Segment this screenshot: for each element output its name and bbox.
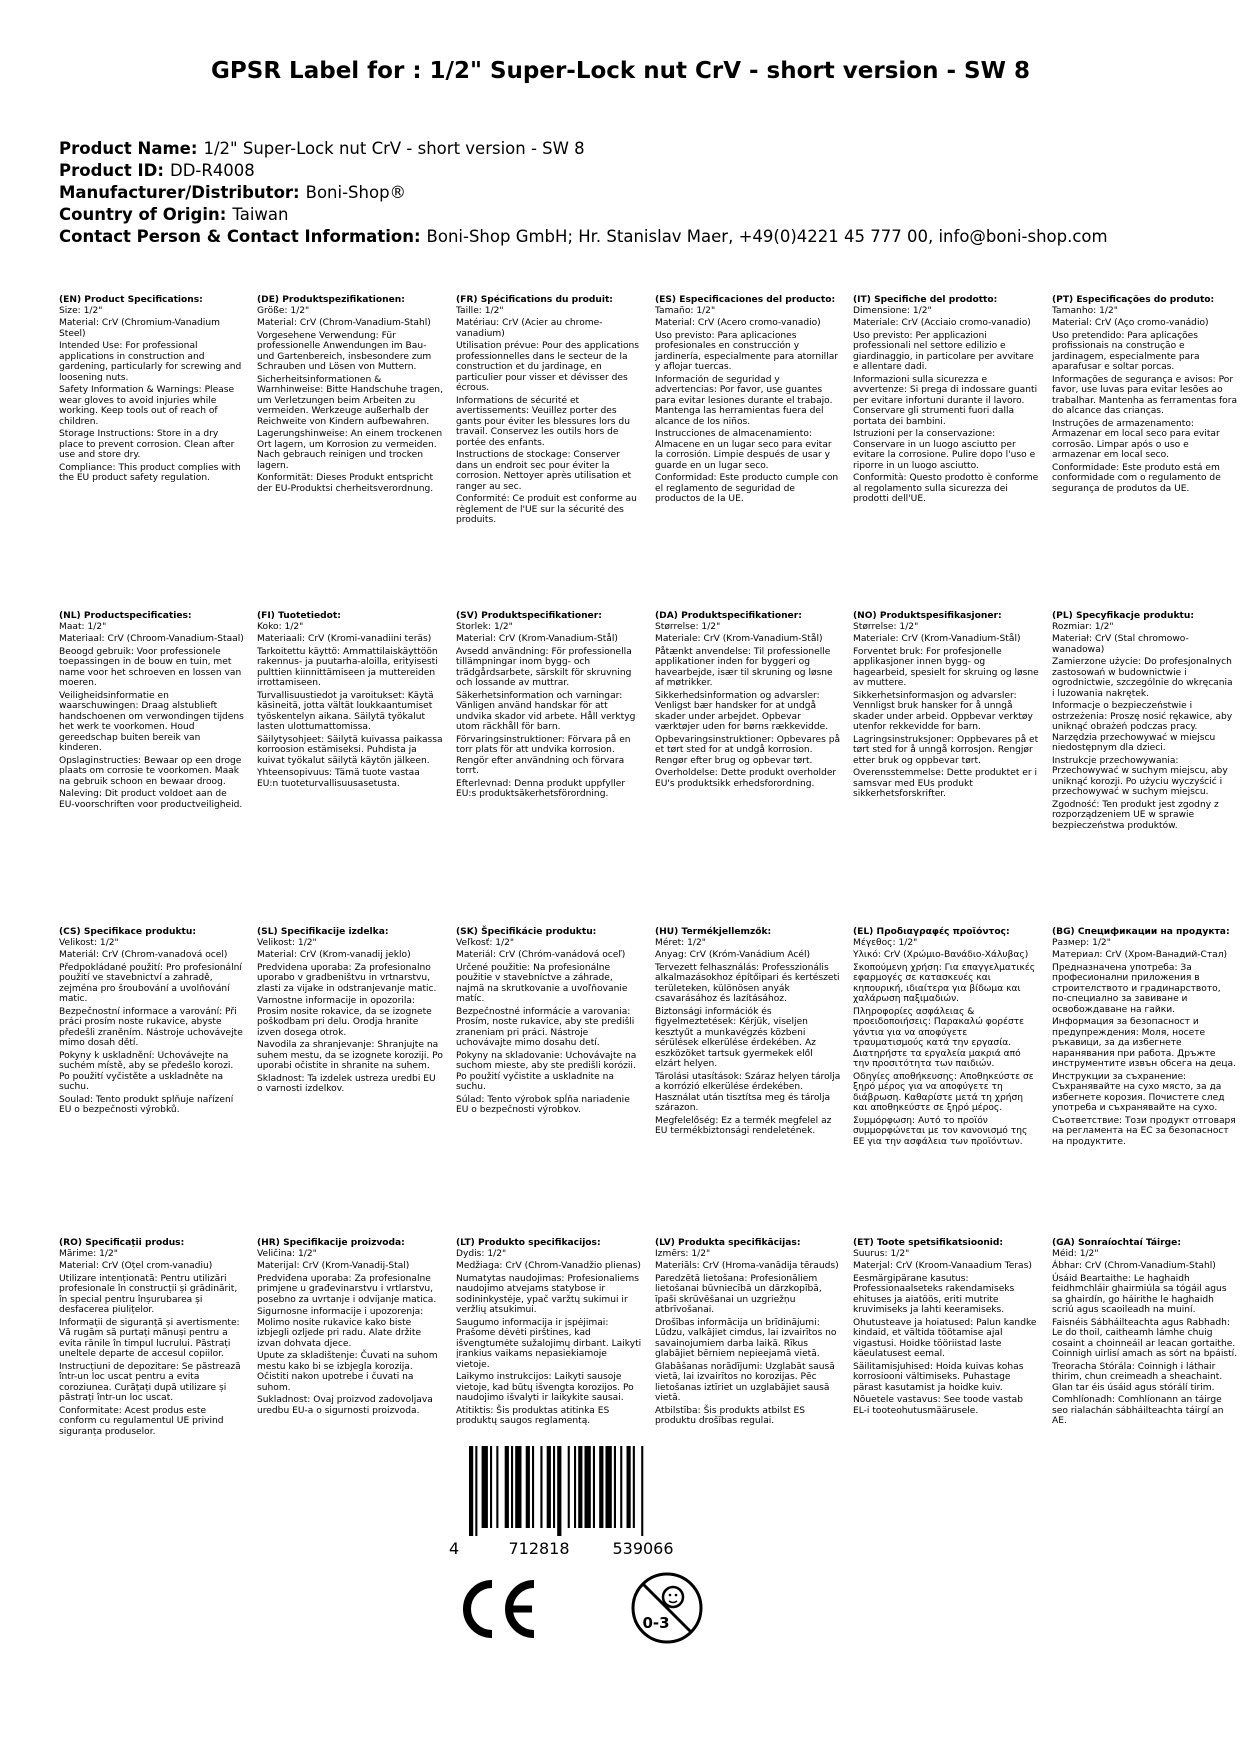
spec-paragraph: Ohutusteave ja hoiatused: Palun kandke kindaid, et vältida töötamise ajal vigastusi. Hoidke tööriistad laste käeulatusest eemal. bbox=[853, 1317, 1037, 1359]
spec-paragraph: Predvidena uporaba: Za profesionalno uporabo v gradbeništvu in vrtnarstvu, zlasti za vijake in odstranjevanje matic. bbox=[257, 962, 437, 994]
spec-block bbox=[456, 927, 642, 1118]
spec-paragraph: Material: CrV (Oțel crom-vanadiu) bbox=[59, 1261, 213, 1271]
spec-paragraph: Säkerhetsinformation och varningar: Vänligen använd handskar för att undvika skador vid arbete. Håll verktyg utom räckhåll för barn. bbox=[456, 690, 636, 732]
spec-paragraph: Uso previsto: Per applicazioni professionali nel settore edilizio e giardinaggio, in particolare per avvitare e allentare dadi. bbox=[853, 330, 1034, 372]
barcode-bars bbox=[469, 1446, 643, 1536]
barcode-bar bbox=[593, 1446, 595, 1528]
spec-heading: (FR) Spécifications du produit: bbox=[456, 295, 613, 305]
spec-paragraph: Tárolási utasítások: Száraz helyen tárolja a korrózió elkerülése érdekében. Használat után tisztítsa meg és tárolja szárazon. bbox=[655, 1071, 841, 1113]
spec-paragraph: Taille: 1/2" bbox=[456, 305, 504, 316]
barcode-bar bbox=[505, 1446, 509, 1528]
spec-block bbox=[257, 295, 443, 496]
spec-paragraph: Størrelse: 1/2" bbox=[853, 621, 919, 632]
spec-heading: (IT) Specifiche del prodotto: bbox=[853, 295, 998, 305]
origin-row bbox=[59, 204, 1108, 226]
spec-paragraph: Anyag: CrV (Króm-Vanádium Acél) bbox=[655, 950, 811, 960]
spec-paragraph: Velikost: 1/2" bbox=[257, 937, 317, 948]
spec-paragraph: Tervezett felhasználás: Professzionális alkalmazásokhoz építőipari és kertészeti területeken, különösen anyák csavarásához és lazításához. bbox=[655, 962, 840, 1004]
barcode-bar bbox=[568, 1446, 570, 1528]
spec-paragraph: Uso previsto: Para aplicaciones profesionales en construcción y jardinería, especialmente para atornillar y aflojar tuercas. bbox=[655, 330, 839, 372]
spec-paragraph: Varnostne informacije in opozorila: Prosim nosite rokavice, da se izognete poškodbam pri delu. Orodja hranite izven dosega otrok. bbox=[257, 996, 432, 1038]
barcode-bar bbox=[511, 1446, 513, 1528]
spec-heading: (RO) Specificații produs: bbox=[59, 1238, 185, 1248]
spec-paragraph: Instructions de stockage: Conserver dans un endroit sec pour éviter la corrosion. Nettoyer après utilisation et ranger au sec. bbox=[456, 450, 632, 492]
spec-paragraph: Úsáid Beartaithe: Le haghaidh feidhmchláir ghairmiúla sa tógáil agus sa ghairdín, go háirithe le haghaidh scriú agus scaoileadh na muiní. bbox=[1052, 1273, 1227, 1315]
spec-block bbox=[257, 1238, 443, 1418]
spec-paragraph: Storage Instructions: Store in a dry place to prevent corrosion. Clean after use and store dry. bbox=[59, 429, 235, 460]
spec-heading: (SK) Špecifikácie produktu: bbox=[456, 927, 597, 937]
spec-heading: (DE) Produktspezifikationen: bbox=[257, 295, 405, 305]
spec-heading: (DA) Produktspecifikationer: bbox=[655, 611, 802, 621]
spec-block bbox=[655, 295, 841, 507]
spec-paragraph: Předpokládané použití: Pro profesionální použití ve stavebnictví a zahradě, zejména pro šroubování a uvolňování matic. bbox=[59, 962, 242, 1004]
spec-heading: (SL) Specifikacije izdelka: bbox=[257, 927, 389, 937]
spec-block bbox=[456, 295, 642, 528]
spec-paragraph: Ábhar: CrV (Chrom-Vanadium-Stahl) bbox=[1052, 1261, 1216, 1271]
spec-paragraph: Materiale: CrV (Krom-Vanadium-Stål) bbox=[655, 634, 823, 644]
spec-paragraph: Υλικό: CrV (Χρώμιο-Βανάδιο-Χάλυβας) bbox=[853, 950, 1029, 960]
barcode-bar bbox=[496, 1446, 498, 1528]
spec-block bbox=[59, 1238, 245, 1439]
spec-paragraph: Istruzioni per la conservazione: Conservare in un luogo asciutto per evitare la corrosione. Pulire dopo l'uso e riporre in un luogo asciutto. bbox=[853, 429, 1036, 471]
spec-paragraph: Forventet bruk: For profesjonelle applikasjoner innen bygg- og hagearbeid, spesielt for skruing og løsne av muttere. bbox=[853, 646, 1039, 688]
spec-paragraph: Conformité: Ce produit est conforme au règlement de l'UE sur la sécurité des produits. bbox=[456, 494, 637, 525]
spec-paragraph: Informacje o bezpieczeństwie i ostrzeżenia: Proszę nosić rękawice, aby uniknąć obrażeń podczas pracy. Narzędzia przechowywać w miejscu niedostępnym dla dzieci. bbox=[1052, 701, 1233, 753]
spec-paragraph: Οδηγίες αποθήκευσης: Αποθηκεύστε σε ξηρό μέρος για να αποφύγετε τη διάβρωση. Καθαρίστε μετά τη χρήση και αποθηκεύστε σε ξηρό μέρος. bbox=[853, 1071, 1034, 1113]
spec-paragraph: Sikkerhetsinformasjon og advarsler: Vennligst bruk hansker for å unngå skader under arbeid. Oppbevar verktøy utenfor rekkevidde for barn. bbox=[853, 690, 1033, 732]
barcode-bar bbox=[627, 1446, 631, 1528]
spec-paragraph: Turvallisuustiedot ja varoitukset: Käytä käsineitä, jotta vältät loukkaantumiset työskentelyn aikana. Säilytä työkalut lasten ulottumattomissa. bbox=[257, 690, 434, 732]
spec-paragraph: Dimensione: 1/2" bbox=[853, 305, 932, 316]
spec-paragraph: Conformidade: Este produto está em conformidade com o regulamento de segurança de produtos da UE. bbox=[1052, 462, 1221, 494]
spec-paragraph: Säilytysohjeet: Säilytä kuivassa paikassa korroosion estämiseksi. Puhdista ja kuivat työkalut säilytä käytön jälkeen. bbox=[257, 734, 443, 766]
spec-paragraph: Sukladnost: Ovaj proizvod zadovoljava uredbu EU-a o sigurnosti proizvoda. bbox=[257, 1395, 433, 1416]
spec-block bbox=[655, 611, 841, 791]
spec-paragraph: Tarkoitettu käyttö: Ammattilaiskäyttöön rakennus- ja puutarha-aloilla, erityisesti pulttien kiinnittämiseen ja muttereiden irrottamiseen. bbox=[257, 646, 438, 688]
spec-paragraph: Instrucțiuni de depozitare: Se păstrează într-un loc uscat pentru a evita coroziunea. Curățați după utilizare și păstrați într-un loc uscat. bbox=[59, 1361, 241, 1403]
spec-paragraph: Predviđena uporaba: Za profesionalne primjene u građevinarstvu i vrtlarstvu, posebno za uvrtanje i odvijanje matica. bbox=[257, 1273, 437, 1305]
spec-heading: (SV) Produktspecifikationer: bbox=[456, 611, 602, 621]
barcode-bar bbox=[641, 1446, 643, 1536]
spec-block bbox=[655, 1238, 841, 1429]
spec-paragraph: Conformitate: Acest produs este conform cu regulamentul UE privind siguranța produselor. bbox=[59, 1405, 224, 1437]
spec-paragraph: Glabāšanas norādījumi: Uzglabāt sausā vietā, lai izvairītos no korozijas. Pēc lietošanas iztīriet un uzglabājiet sausā vietā. bbox=[655, 1361, 835, 1403]
spec-heading: (NO) Produktspesifikasjoner: bbox=[853, 611, 1002, 621]
spec-paragraph: Utilisation prévue: Pour des applications professionnelles dans le secteur de la construction et du jardinage, en particulier pour visser et dévisser des écrous. bbox=[456, 341, 640, 393]
spec-paragraph: Určené použitie: Na profesionálne použitie v stavebníctve a záhrade, najmä na skrutkovanie a uvoľňovanie matíc. bbox=[456, 962, 628, 1004]
spec-paragraph: Vorgesehene Verwendung: Für professionelle Anwendungen im Bau- und Gartenbereich, insbesondere zum Schrauben und Lösen von Muttern. bbox=[257, 330, 432, 372]
spec-paragraph: Sikkerhedsinformation og advarsler: Venligst bær handsker for at undgå skader under arbejdet. Opbevar værktøjer uden for børns rækkevidde. bbox=[655, 690, 829, 732]
spec-paragraph: Medžiaga: CrV (Chrom-Vanadžio plienas) bbox=[456, 1261, 641, 1271]
barcode-bar bbox=[475, 1446, 477, 1536]
spec-paragraph: Информация за безопасност и предупреждения: Моля, носете ръкавици, за да избегнете наранявания при работа. Дръжте инструментите извън обсега на деца. bbox=[1052, 1017, 1237, 1069]
barcode-bar bbox=[490, 1446, 492, 1528]
spec-paragraph: Μέγεθος: 1/2" bbox=[853, 937, 918, 948]
spec-paragraph: Σκοπούμενη χρήση: Για επαγγελματικές εφαρμογές σε κατασκευές και κηπουρική, ιδιαίτερα για βίδωμα και χαλάρωση παξιμαδιών. bbox=[853, 962, 1036, 1004]
spec-paragraph: Size: 1/2" bbox=[59, 305, 103, 316]
spec-paragraph: Mărime: 1/2" bbox=[59, 1248, 118, 1259]
spec-paragraph: Velikost: 1/2" bbox=[59, 937, 119, 948]
spec-paragraph: Atitiktis: Šis produktas atitinka ES produktų saugos reglamentą. bbox=[456, 1405, 610, 1426]
spec-paragraph: Overensstemmelse: Dette produktet er i samsvar med EUs produkt sikkerhetsforskrifter. bbox=[853, 768, 1038, 799]
spec-paragraph: Atbilstība: Šis produkts atbilst ES produktu drošības regulai. bbox=[655, 1405, 806, 1426]
spec-block bbox=[1052, 611, 1238, 833]
spec-paragraph: Opbevaringsinstruktioner: Opbevares på et tørt sted for at undgå korrosion. Rengør efter brug og opbevar tørt. bbox=[655, 734, 841, 766]
spec-paragraph: Skladnost: Ta izdelek ustreza uredbi EU o varnosti izdelkov. bbox=[257, 1073, 436, 1094]
spec-paragraph: Materiaal: CrV (Chroom-Vanadium-Staal) bbox=[59, 634, 244, 644]
barcode-bar bbox=[574, 1446, 576, 1528]
not-for-children-0-3-icon bbox=[630, 1571, 704, 1645]
spec-paragraph: Instruções de armazenamento: Armazenar em local seco para evitar corrosão. Limpar após o uso e armazenar em local seco. bbox=[1052, 418, 1220, 460]
spec-paragraph: Lagringsinstruksjoner: Oppbevares på et tørt sted for å unngå korrosjon. Rengjør etter bruk og oppbevar tørt. bbox=[853, 734, 1039, 766]
spec-heading: (PL) Specyfikacje produktu: bbox=[1052, 611, 1194, 621]
spec-block bbox=[59, 295, 245, 486]
spec-paragraph: Πληροφορίες ασφάλειας & προειδοποιήσεις: Παρακαλώ φορέστε γάντια για να αποφύγετε τραυματισμούς κατά την εργασία. Διατηρήστε τα εργαλεία μακριά από την προσιτότητα των παιδιών. bbox=[853, 1006, 1025, 1069]
barcode-bar bbox=[469, 1446, 473, 1536]
spec-paragraph: Størrelse: 1/2" bbox=[655, 621, 721, 632]
spec-heading: (PT) Especificações do produto: bbox=[1052, 295, 1215, 305]
spec-paragraph: Pokyny na skladovanie: Uchovávajte na suchom mieste, aby ste predišli korózii. Po použití vyčistite a uskladnite na suchu. bbox=[456, 1050, 637, 1092]
spec-paragraph: Συμμόρφωση: Αυτό το προϊόν συμμορφώνεται με τον κανονισμό της ΕΕ για την ασφάλεια των προϊόντων. bbox=[853, 1115, 1028, 1147]
spec-paragraph: Veiligheidsinformatie en waarschuwingen: Draag alstublieft handschoenen om verwondingen tijdens het werk te voorkomen. Houd gereedschap buiten bereik van kinderen. bbox=[59, 690, 244, 753]
ce-mark-icon bbox=[456, 1578, 540, 1640]
spec-paragraph: Materiál: CrV (Chrom-vanadová ocel) bbox=[59, 950, 228, 960]
manufacturer-label: Manufacturer/Distributor: bbox=[59, 183, 300, 202]
spec-paragraph: Navodila za shranjevanje: Shranjujte na suhem mestu, da se izognete koroziji. Po uporabi očistite in shranite na suhem. bbox=[257, 1040, 443, 1071]
spec-paragraph: Размер: 1/2" bbox=[1052, 937, 1111, 948]
barcode-bar bbox=[482, 1446, 488, 1528]
spec-paragraph: Utilizare intenționată: Pentru utilizări profesionale în construcții și grădinărit, în special pentru înșurubarea și desfacerea piulițelor. bbox=[59, 1273, 238, 1315]
spec-paragraph: Материал: CrV (Хром-Ванадий-Стал) bbox=[1052, 950, 1228, 960]
spec-block bbox=[1052, 295, 1238, 496]
spec-paragraph: Veličina: 1/2" bbox=[257, 1248, 317, 1259]
spec-paragraph: Faisnéis Sábháilteachta agus Rabhadh: Le do thoil, caitheamh lámhe chuig cosaint a choinneáil ar leacan gortaithe. Coinnigh uirlisí amach as sórt na bpáistí. bbox=[1052, 1317, 1238, 1359]
product-id-value: DD-R4008 bbox=[169, 161, 255, 180]
spec-paragraph: Izmērs: 1/2" bbox=[655, 1248, 711, 1259]
barcode-bar bbox=[620, 1446, 622, 1528]
spec-paragraph: Matériau: CrV (Acier au chrome-vanadium) bbox=[456, 318, 603, 339]
spec-heading: (EL) Προδιαγραφές προϊόντος: bbox=[853, 927, 1010, 937]
manufacturer-value: Boni-Shop® bbox=[305, 183, 407, 202]
spec-heading: (FI) Tuotetiedot: bbox=[257, 611, 341, 621]
spec-paragraph: Informații de siguranță și avertismente: Vă rugăm să purtați mănuși pentru a evita rănile în timpul lucrului. Păstrați uneltele departe de accesul copiilor. bbox=[59, 1317, 240, 1359]
spec-heading: (BG) Спецификации на продукта: bbox=[1052, 927, 1230, 937]
spec-heading: (ES) Especificaciones del producto: bbox=[655, 295, 836, 305]
spec-heading: (GA) Sonraíochtaí Táirge: bbox=[1052, 1238, 1181, 1248]
spec-block bbox=[257, 611, 443, 791]
spec-paragraph: Lagerungshinweise: An einem trockenen Ort lagern, um Korrosion zu vermeiden. Nach gebrauch reinigen und trocken lagern. bbox=[257, 429, 443, 471]
spec-paragraph: Zamierzone użycie: Do profesjonalnych zastosowań w budownictwie i ogrodnictwie, szczególnie do wkręcania i luzowania nakrętek. bbox=[1052, 657, 1233, 699]
spec-paragraph: Méid: 1/2" bbox=[1052, 1248, 1099, 1259]
spec-paragraph: Overholdelse: Dette produkt overholder EU's produktsikk erhedsforordning. bbox=[655, 768, 837, 789]
spec-paragraph: Intended Use: For professional applications in construction and gardening, particularly for screwing and loosening nuts. bbox=[59, 341, 242, 383]
spec-paragraph: Upute za skladištenje: Čuvati na suhom mestu kako bi se izbjegla korozija. Očistiti nakon upotrebe i čuvati na suhom. bbox=[257, 1351, 438, 1393]
spec-paragraph: Instrukcje przechowywania: Przechowywać w suchym miejscu, aby uniknąć korozji. Po użyciu wyczyścić i przechowywać w suchym miejscu. bbox=[1052, 755, 1228, 797]
spec-paragraph: Avsedd användning: För professionella tillämpningar inom bygg- och trädgårdsarbete, särskilt för skruvning och lossande av muttrar. bbox=[456, 646, 632, 688]
spec-paragraph: Pokyny k uskladnění: Uchovávejte na suchém místě, aby se předešlo korozi. Po použití vyčistěte a uskladněte na suchu. bbox=[59, 1050, 234, 1092]
spec-paragraph: Paredzētā lietošana: Profesionāliem lietošanai būvniecībā un dārzkopībā, īpaši skrūvēšanai un uzgriežņu atbrīvošanai. bbox=[655, 1273, 822, 1315]
product-id-row bbox=[59, 160, 1108, 182]
spec-paragraph: Drošības informācija un brīdinājumi: Lūdzu, valkājiet cimdus, lai izvairītos no savainojumiem darba laikā. Rīkus glabājiet bērniem nepieejamā vietā. bbox=[655, 1317, 837, 1359]
spec-block bbox=[853, 1238, 1039, 1418]
spec-block bbox=[655, 927, 841, 1139]
spec-paragraph: Méret: 1/2" bbox=[655, 937, 706, 948]
barcode-bar bbox=[515, 1446, 521, 1528]
spec-paragraph: Sigurnosne informacije i upozorenja: Molimo nosite rukavice kako biste izbjegli ozljede pri radu. Alate držite izvan dohvata djece. bbox=[257, 1307, 424, 1349]
spec-paragraph: Saugumo informacija ir įspėjimai: Prašome dėvėti pirštines, kad išvengtumėte sužalojimų dirbant. Laikyti įrankius vaikams nepasiekiamoje vietoje. bbox=[456, 1317, 642, 1370]
barcode-digits-right: 539066 bbox=[612, 1539, 674, 1558]
spec-paragraph: Opslaginstructies: Bewaar op een droge plaats om corrosie te voorkomen. Maak na gebruik schoon en bewaar droog. bbox=[59, 755, 242, 787]
spec-heading: (ET) Toote spetsifikatsioonid: bbox=[853, 1238, 1004, 1248]
spec-paragraph: Soulad: Tento produkt splňuje nařízení EU o bezpečnosti výrobků. bbox=[59, 1094, 234, 1115]
spec-paragraph: Naleving: Dit product voldoet aan de EU-voorschriften voor productveiligheid. bbox=[59, 789, 243, 810]
barcode-bar bbox=[606, 1446, 612, 1528]
spec-paragraph: Dydis: 1/2" bbox=[456, 1248, 507, 1259]
spec-paragraph: Veľkosť: 1/2" bbox=[456, 937, 515, 948]
barcode-bar bbox=[578, 1446, 582, 1528]
barcode-bar bbox=[540, 1446, 542, 1528]
barcode-digit-lead: 4 bbox=[449, 1539, 460, 1558]
contact-label: Contact Person & Contact Information: bbox=[59, 227, 421, 246]
spec-paragraph: Storlek: 1/2" bbox=[456, 621, 513, 632]
spec-paragraph: Instrucciones de almacenamiento: Almacene en un lugar seco para evitar la corrosión. Limpie después de usar y guarde en un lugar seco. bbox=[655, 429, 832, 471]
spec-paragraph: Súlad: Tento výrobok spĺňa nariadenie EU o bezpečnosti výrobkov. bbox=[456, 1094, 630, 1115]
spec-paragraph: Safety Information & Warnings: Please wear gloves to avoid injuries while working. Keep tools out of reach of children. bbox=[59, 385, 235, 427]
spec-paragraph: Efterlevnad: Denna produkt uppfyller EU:s produktsäkerhetsförordning. bbox=[456, 778, 626, 799]
spec-paragraph: Materiaali: CrV (Kromi-vanadiini teräs) bbox=[257, 634, 432, 644]
spec-paragraph: Bezpečnostní informace a varování: Při práci prosím noste rukavice, abyste předešli zraněním. Nástroje uchovávejte mimo dosah dětí. bbox=[59, 1006, 243, 1048]
spec-paragraph: Eesmärgipärane kasutus: Professionaalseteks rakendamiseks ehituses ja aiatöös, eriti mutrite kruvimiseks ja lahti keeramiseks. bbox=[853, 1273, 1015, 1315]
spec-paragraph: Información de seguridad y advertencias: Por favor, use guantes para evitar lesiones durante el trabajo. Mantenga las herramientas fuera del alcance de los niños. bbox=[655, 374, 833, 427]
spec-block bbox=[59, 611, 245, 812]
spec-paragraph: Material: CrV (Krom-Vanadium-Stål) bbox=[456, 634, 618, 644]
spec-paragraph: Compliance: This product complies with the EU product safety regulation. bbox=[59, 462, 241, 483]
spec-block bbox=[853, 295, 1039, 507]
spec-heading: (CS) Specifikace produktu: bbox=[59, 927, 196, 937]
origin-value: Taiwan bbox=[232, 205, 289, 224]
label-title: GPSR Label for : 1/2" Super-Lock nut CrV - short version - SW 8 bbox=[211, 58, 1030, 84]
spec-paragraph: Tamanho: 1/2" bbox=[1052, 305, 1118, 316]
spec-paragraph: Materiał: CrV (Stal chromowo-wanadowa) bbox=[1052, 634, 1189, 655]
spec-block bbox=[59, 927, 245, 1118]
barcode-bar bbox=[526, 1446, 530, 1528]
spec-block bbox=[257, 927, 443, 1097]
spec-paragraph: Koko: 1/2" bbox=[257, 621, 304, 632]
product-name-value: 1/2" Super-Lock nut CrV - short version - SW 8 bbox=[203, 139, 585, 158]
spec-paragraph: Påtænkt anvendelse: Til professionelle applikationer inden for byggeri og havearbejde, især til skruning og løsne af møtrikker. bbox=[655, 646, 833, 688]
spec-paragraph: Megfelelőség: Ez a termék megfelel az EU termékbiztonsági rendeletének. bbox=[655, 1115, 832, 1136]
spec-block bbox=[1052, 1238, 1238, 1429]
spec-paragraph: Yhteensopivuus: Tämä tuote vastaa EU:n tuoteturvallisuusasetusta. bbox=[257, 768, 420, 789]
spec-paragraph: Materiale: CrV (Krom-Vanadium-Stål) bbox=[853, 634, 1021, 644]
spec-heading: (HR) Specifikacije proizvoda: bbox=[257, 1238, 405, 1248]
spec-paragraph: Treoracha Stórála: Coinnigh i láthair thirim, chun creimeadh a sheachaint. Glan tar éis úsáid agus stórálí tirim. bbox=[1052, 1361, 1223, 1393]
spec-paragraph: Material: CrV (Acero cromo-vanadio) bbox=[655, 318, 821, 328]
spec-paragraph: Material: CrV (Chromium-Vanadium Steel) bbox=[59, 318, 220, 339]
barcode-bar bbox=[633, 1446, 635, 1528]
spec-paragraph: Nõuetele vastavus: See toode vastab EL-i tooteohutusmäärusele. bbox=[853, 1395, 1023, 1416]
spec-block bbox=[1052, 927, 1238, 1149]
spec-paragraph: Съответствие: Този продукт отговаря на регламента на ЕС за безопасност на продуктите. bbox=[1052, 1115, 1236, 1147]
spec-paragraph: Conformità: Questo prodotto è conforme al regolamento sulla sicurezza dei prodotti dell'UE. bbox=[853, 473, 1039, 504]
spec-paragraph: Предназначена употреба: За професионални приложения в строителството и градинарството, по-специално за завиване и освобождаване на гайки. bbox=[1052, 962, 1221, 1015]
spec-heading: (EN) Product Specifications: bbox=[59, 295, 203, 305]
spec-paragraph: Comhlíonadh: Comhlíonann an táirge seo rialachán sábháilteachta táirgí an AE. bbox=[1052, 1395, 1224, 1426]
contact-value: Boni-Shop GmbH; Hr. Stanislav Maer, +49(0)4221 45 777 00, info@boni-shop.com bbox=[426, 227, 1108, 246]
spec-paragraph: Laikymo instrukcijos: Laikyti sausoje vietoje, kad būtų išvengta korozijos. Po naudojimo išvalyti ir laikykite sausai. bbox=[456, 1372, 634, 1403]
barcode-bar bbox=[557, 1446, 561, 1536]
barcode-bar bbox=[614, 1446, 616, 1528]
spec-paragraph: Uso pretendido: Para aplicações profissionais na construção e jardinagem, especialmente para aparafusar e soltar porcas. bbox=[1052, 330, 1200, 372]
spec-paragraph: Maat: 1/2" bbox=[59, 621, 107, 632]
spec-paragraph: Numatytas naudojimas: Profesionaliems naudojimo atvejams statybose ir sodininkystėje, ypač varžtų sukimui ir veržlių atsukimui. bbox=[456, 1273, 639, 1315]
contact-row bbox=[59, 226, 1108, 248]
barcode-bar bbox=[547, 1446, 551, 1528]
spec-paragraph: Materijal: CrV (Krom-Vanadij-Stal) bbox=[257, 1261, 410, 1271]
spec-paragraph: Zgodność: Ten produkt jest zgodny z rozporządzeniem UE w sprawie bezpieczeństwa produktów. bbox=[1052, 799, 1219, 831]
spec-paragraph: Material: CrV (Aço cromo-vanádio) bbox=[1052, 318, 1209, 328]
spec-paragraph: Conformidad: Este producto cumple con el reglamento de seguridad de productos de la UE. bbox=[655, 473, 839, 504]
barcode-digits-left: 712818 bbox=[508, 1539, 570, 1558]
product-id-label: Product ID: bbox=[59, 161, 164, 180]
manufacturer-row bbox=[59, 182, 1108, 204]
product-name-row bbox=[59, 138, 1108, 160]
spec-paragraph: Informations de sécurité et avertissements: Veuillez porter des gants pour éviter les blessures lors du travail. Conservez les outils hors de portée des enfants. bbox=[456, 395, 630, 448]
barcode-bar bbox=[532, 1446, 534, 1528]
spec-paragraph: Informações de segurança e avisos: Por favor, use luvas para evitar lesões ao trabalhar. Mantenha as ferramentas fora do alcance das crianças. bbox=[1052, 374, 1238, 416]
spec-paragraph: Material: CrV (Krom-vanadij jeklo) bbox=[257, 950, 411, 960]
barcode-bar bbox=[585, 1446, 591, 1528]
spec-paragraph: Materiāls: CrV (Hroma-vanādija tērauds) bbox=[655, 1261, 839, 1271]
spec-paragraph: Bezpečnostné informácie a varovania: Prosím, noste rukavice, aby ste predišli zraneniam pri práci. Nástroje uchovávajte mimo dosahu detí. bbox=[456, 1006, 635, 1048]
spec-paragraph: Biztonsági információk és figyelmeztetések: Kérjük, viseljen kesztyűt a munkavégzés közbeni sérülések elkerülése érdekében. Az eszközöket tartsuk gyermekek elől elzárt helyen. bbox=[655, 1006, 816, 1069]
product-name-label: Product Name: bbox=[59, 139, 198, 158]
spec-paragraph: Konformität: Dieses Produkt entspricht der EU-Produktsi cherheitsverordnung. bbox=[257, 473, 434, 494]
spec-paragraph: Materiál: CrV (Chróm-vanádová oceľ) bbox=[456, 950, 626, 960]
spec-paragraph: Suurus: 1/2" bbox=[853, 1248, 910, 1259]
spec-block bbox=[456, 611, 642, 802]
spec-block bbox=[456, 1238, 642, 1429]
origin-label: Country of Origin: bbox=[59, 205, 227, 224]
spec-paragraph: Rozmiar: 1/2" bbox=[1052, 621, 1114, 632]
spec-heading: (HU) Termékjellemzők: bbox=[655, 927, 772, 937]
spec-heading: (NL) Productspecificaties: bbox=[59, 611, 192, 621]
spec-paragraph: Инструкции за съхранение: Съхранявайте на сухо място, за да избегнете корозия. Почистете след употреба и съхранявайте на сухо. bbox=[1052, 1071, 1225, 1113]
spec-heading: (LV) Produkta specifikācijas: bbox=[655, 1238, 801, 1248]
spec-paragraph: Beoogd gebruik: Voor professionele toepassingen in de bouw en tuin, met name voor het schroeven en lossen van moeren. bbox=[59, 646, 242, 688]
spec-block bbox=[853, 611, 1039, 802]
product-info bbox=[59, 138, 1108, 248]
spec-paragraph: Tamaño: 1/2" bbox=[655, 305, 716, 316]
age-warning-text: 0-3 bbox=[642, 1614, 670, 1632]
spec-paragraph: Größe: 1/2" bbox=[257, 305, 310, 316]
ean-barcode bbox=[443, 1444, 743, 1558]
spec-paragraph: Säilitamisjuhised: Hoida kuivas kohas korrosiooni vältimiseks. Puhastage pärast kasutamist ja hoidke kuiv. bbox=[853, 1361, 1024, 1393]
spec-heading: (LT) Produkto specifikacijos: bbox=[456, 1238, 601, 1248]
spec-paragraph: Materjal: CrV (Kroom-Vanaadium Teras) bbox=[853, 1261, 1032, 1271]
spec-paragraph: Material: CrV (Chrom-Vanadium-Stahl) bbox=[257, 318, 431, 328]
spec-block bbox=[853, 927, 1039, 1149]
spec-paragraph: Sicherheitsinformationen & Warnhinweise: Bitte Handschuhe tragen, um Verletzungen beim Arbeiten zu vermeiden. Werkzeuge außerhalb der Reichweite von Kindern aufbewahren. bbox=[257, 374, 443, 427]
spec-paragraph: Informazioni sulla sicurezza e avvertenze: Si prega di indossare guanti per evitare infortuni durante il lavoro. Conservare gli strumenti fuori dalla portata dei bambini. bbox=[853, 374, 1038, 427]
barcode-bar bbox=[599, 1446, 603, 1528]
spec-paragraph: Förvaringsinstruktioner: Förvara på en torr plats för att undvika korrosion. Rengör efter användning och förvara torrt. bbox=[456, 734, 631, 776]
spec-paragraph: Materiale: CrV (Acciaio cromo-vanadio) bbox=[853, 318, 1031, 328]
barcode-bar bbox=[553, 1446, 555, 1528]
